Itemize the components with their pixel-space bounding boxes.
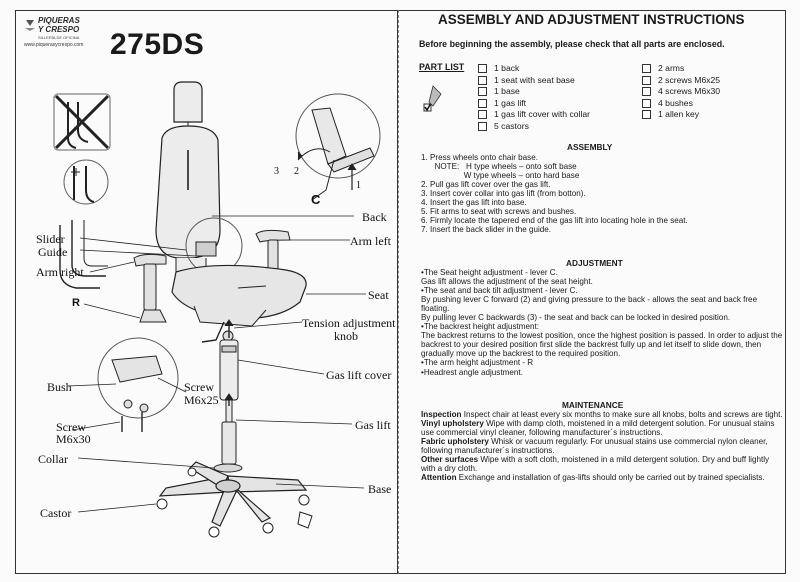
checkbox[interactable] <box>478 87 487 96</box>
adjustment-line: •Headrest angle adjustment. <box>421 367 523 377</box>
back-label: Back <box>362 210 387 224</box>
assembly-step: 5. Fit arms to seat with screws and bushes. <box>421 207 577 217</box>
adjustment-line: •The backrest height adjustment: <box>421 322 540 332</box>
part-list-title: PART LIST <box>419 62 465 72</box>
seat <box>172 265 306 326</box>
gas-lift-cover-label: Gas lift cover <box>326 368 392 382</box>
assembly-step: W type wheels – onto hard base <box>421 171 580 181</box>
checkbox[interactable] <box>478 110 487 119</box>
adjustment-text <box>421 268 783 377</box>
assembly-title: ASSEMBLY <box>567 142 613 152</box>
logo-url: www.piquerasycrespo.com <box>24 42 84 48</box>
maintenance-item: Vinyl upholstery Wipe with damp cloth, moistened in a mild detergent solution. For unusual stains use commercial vinyl cleaner, following manufacturer´s instructions. <box>421 419 775 438</box>
adjustment-line: Gas lift allows the adjustment of the seat height. <box>421 277 593 287</box>
base-label: Base <box>368 482 392 496</box>
slider-label: Slider <box>36 232 65 246</box>
collar <box>214 464 242 472</box>
assembly-step: 3. Insert cover collar into gas lift (from botton). <box>421 189 586 199</box>
intro-text: Before beginning the assembly, please check that all parts are enclosed. <box>419 39 725 49</box>
parts-list-left <box>478 63 590 132</box>
assembly-step: 1. Press wheels onto chair base. <box>421 153 538 162</box>
checkbox[interactable] <box>478 64 487 73</box>
screw-m6x30-label-2: M6x30 <box>56 432 91 446</box>
assembly-step: 6. Firmly locate the tapered end of the gas lift into locating hole in the seat. <box>421 216 688 226</box>
assembly-step: 2. Pull gas lift cover over the gas lift. <box>421 180 551 190</box>
logo-line2: Y CRESPO <box>38 25 80 34</box>
brand-logo <box>24 16 110 52</box>
label-1: 1 <box>356 180 361 191</box>
collar-label: Collar <box>38 452 68 466</box>
label-3: 3 <box>274 166 279 177</box>
part-item[interactable]: 5 castors <box>478 121 590 133</box>
arm-left-label: Arm left <box>350 234 391 248</box>
adjustment-line: By pulling lever C backwards (3) - the seat and back can be locked in desired position. <box>421 313 731 323</box>
model-number: 275DS <box>110 28 205 61</box>
gas-lift <box>222 400 236 464</box>
checkbox[interactable] <box>478 76 487 85</box>
instructions-title: ASSEMBLY AND ADJUSTMENT INSTRUCTIONS <box>438 12 745 27</box>
assembly-step: 4. Insert the gas lift into base. <box>421 198 527 208</box>
checkbox[interactable] <box>642 87 651 96</box>
adjustment-line: By pushing lever C forward (2) and giving pressure to the back - allows the seat and back free floating. <box>421 295 758 314</box>
arm-adjust-r-label: R <box>72 297 80 309</box>
logo-tagline: SILLERÍA DE OFICINA <box>38 35 80 40</box>
assembly-step: NOTE: H type wheels – onto soft base <box>421 162 577 172</box>
adjustment-title: ADJUSTMENT <box>566 258 623 268</box>
pen-checkmark-icon <box>423 84 443 114</box>
bush-label: Bush <box>47 380 72 394</box>
screw-m6x25-label-1: Screw <box>184 380 214 394</box>
checkbox[interactable] <box>642 99 651 108</box>
adjustment-line: The backrest returns to the lowest position, once the highest position is passed. In order to adjust the backrest to your desired position first slide the backrest fully up and let itself to slide down, then gradually move up the backrest to the required position. <box>421 331 783 359</box>
assembly-step: 7. Insert the back slider in the guide. <box>421 225 552 235</box>
guide-label: Guide <box>38 245 68 259</box>
checkbox[interactable] <box>642 110 651 119</box>
maintenance-item: Other surfaces Wipe with a soft cloth, moistened in a mild detergent solution. Dry and buff lightly with a dry cloth. <box>421 455 770 474</box>
gas-lift-cover <box>220 340 238 400</box>
adjustment-line: •The arm height adjustment - R <box>421 358 534 368</box>
lever-c-label: C <box>311 192 321 207</box>
tension-knob-label-2: knob <box>334 329 358 343</box>
castor-label: Castor <box>40 506 72 520</box>
checkbox[interactable] <box>642 64 651 73</box>
maintenance-text <box>421 410 783 482</box>
part-item[interactable]: 1 allen key <box>642 109 720 121</box>
seat-label: Seat <box>368 288 389 302</box>
logo-icon <box>24 18 36 32</box>
arm-right <box>134 254 166 322</box>
part-item[interactable]: 1 gas lift <box>478 98 590 110</box>
parts-list-right <box>642 63 720 121</box>
checkbox[interactable] <box>478 122 487 131</box>
part-item[interactable]: 1 back <box>478 63 590 75</box>
part-item[interactable]: 1 seat with seat base <box>478 75 590 87</box>
part-item[interactable]: 2 arms <box>642 63 720 75</box>
gas-lift-label: Gas lift <box>355 418 391 432</box>
checkbox[interactable] <box>642 76 651 85</box>
bush-detail <box>98 338 178 432</box>
incorrect-assembly-detail <box>54 94 110 150</box>
adjustment-line: •The Seat height adjustment - lever C. <box>421 268 558 277</box>
logo-line1: PIQUERAS <box>38 16 80 25</box>
arm-right-label: Arm right <box>36 265 84 279</box>
label-2: 2 <box>294 166 299 177</box>
maintenance-item: Fabric upholstery Whisk or vacuum regularly. For unusual stains use commercial nylon cleaner, following manufacturer´s instructions. <box>421 437 768 456</box>
maintenance-item: Inspection Inspect chair at least every six months to make sure all knobs, bolts and screws are tight. <box>421 410 783 419</box>
part-item[interactable]: 4 bushes <box>642 98 720 110</box>
assembly-steps <box>421 153 688 234</box>
screw-m6x25-label-2: M6x25 <box>184 393 219 407</box>
part-item[interactable]: 1 base <box>478 86 590 98</box>
tension-knob-label-1: Tension adjustment <box>302 316 396 330</box>
part-item[interactable]: 2 screws M6x25 <box>642 75 720 87</box>
adjustment-line: •The seat and back tilt adjustment - lever C. <box>421 286 578 296</box>
checkbox[interactable] <box>478 99 487 108</box>
lever-detail <box>296 94 380 200</box>
maintenance-item: Attention Exchange and installation of gas-lifts should only be carried out by trained specialists. <box>421 473 765 483</box>
part-item[interactable]: 1 gas lift cover with collar <box>478 109 590 121</box>
correct-assembly-detail <box>64 160 108 204</box>
maintenance-title: MAINTENANCE <box>562 400 624 410</box>
screw-m6x30-label-1: Screw <box>56 420 86 434</box>
part-item[interactable]: 4 screws M6x30 <box>642 86 720 98</box>
